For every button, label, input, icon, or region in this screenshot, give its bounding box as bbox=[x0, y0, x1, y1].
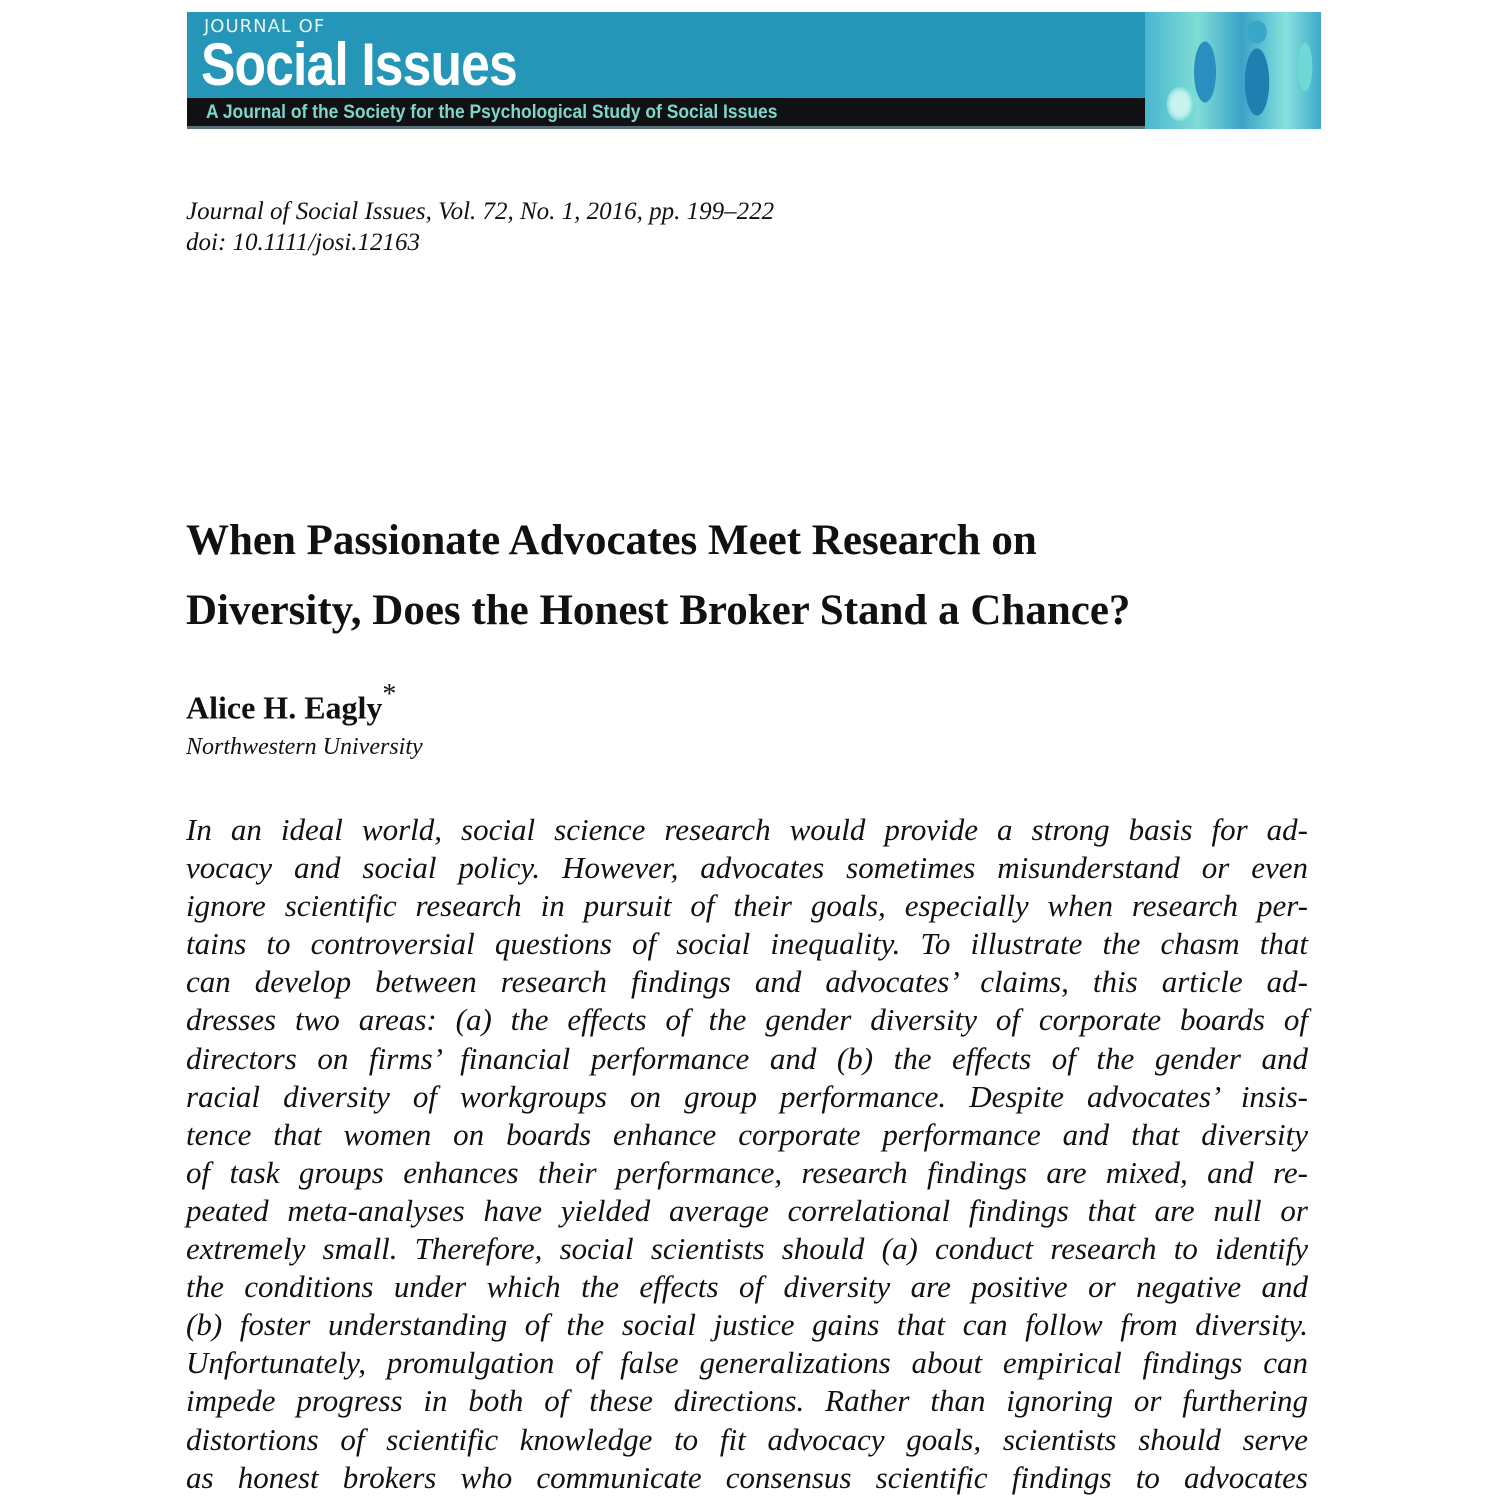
journal-subtitle: A Journal of the Society for the Psychological Study of Social Issues bbox=[206, 102, 778, 123]
author-footnote-marker: * bbox=[382, 679, 397, 710]
journal-title: Social Issues bbox=[201, 31, 517, 98]
banner-subtitle-strip bbox=[187, 98, 1145, 129]
citation-volume: Journal of Social Issues, Vol. 72, No. 1, 2016, pp. 199–222 bbox=[186, 198, 775, 225]
abstract-line: Unfortunately, promulgation of false generalizations about empirical findings can bbox=[186, 1345, 1308, 1381]
abstract-line: (b) foster understanding of the social justice gains that can follow from diversity. bbox=[186, 1307, 1308, 1343]
banner-crowd-photo bbox=[1145, 12, 1321, 129]
author-affiliation: Northwestern University bbox=[186, 734, 423, 760]
abstract-line: of task groups enhances their performance, research findings are mixed, and re- bbox=[186, 1154, 1308, 1190]
article-title-line-2: Diversity, Does the Honest Broker Stand a Chance? bbox=[186, 587, 1131, 634]
abstract-line: In an ideal world, social science research would provide a strong basis for ad- bbox=[186, 812, 1308, 847]
abstract-line: extremely small. Therefore, social scientists should (a) conduct research to identify bbox=[186, 1231, 1308, 1267]
abstract-line: the conditions under which the effects of diversity are positive or negative and bbox=[186, 1269, 1308, 1305]
abstract bbox=[186, 811, 1308, 1497]
abstract-line: can develop between research findings and advocates’ claims, this article ad- bbox=[186, 964, 1308, 1000]
abstract-line: directors on firms’ financial performance and (b) the effects of the gender and bbox=[186, 1040, 1308, 1076]
article-title-line-1: When Passionate Advocates Meet Research on bbox=[186, 517, 1037, 564]
abstract-line: racial diversity of workgroups on group performance. Despite advocates’ insis- bbox=[186, 1078, 1308, 1114]
abstract-line: vocacy and social policy. However, advocates sometimes misunderstand or even bbox=[186, 850, 1308, 886]
abstract-line: as honest brokers who communicate consensus scientific findings to advocates bbox=[186, 1459, 1308, 1495]
abstract-line: distortions of scientific knowledge to fit advocacy goals, scientists should serve bbox=[186, 1421, 1308, 1457]
banner-band bbox=[187, 12, 1145, 129]
abstract-line: ignore scientific research in pursuit of their goals, especially when research per- bbox=[186, 888, 1308, 924]
banner-kicker: JOURNAL OF bbox=[204, 16, 326, 37]
author-text: Alice H. Eagly bbox=[186, 689, 383, 726]
article-title bbox=[186, 506, 1316, 646]
abstract-line: tains to controversial questions of social inequality. To illustrate the chasm that bbox=[186, 926, 1308, 962]
citation-doi: doi: 10.1111/josi.12163 bbox=[186, 229, 421, 256]
author-name bbox=[186, 679, 397, 727]
abstract-line: impede progress in both of these directions. Rather than ignoring or furthering bbox=[186, 1383, 1308, 1419]
abstract-line: peated meta-analyses have yielded average correlational findings that are null or bbox=[186, 1192, 1308, 1228]
abstract-line: tence that women on boards enhance corporate performance and that diversity bbox=[186, 1116, 1308, 1152]
abstract-line: dresses two areas: (a) the effects of the gender diversity of corporate boards of bbox=[186, 1002, 1308, 1038]
journal-banner bbox=[187, 12, 1321, 129]
citation-block bbox=[186, 196, 774, 258]
